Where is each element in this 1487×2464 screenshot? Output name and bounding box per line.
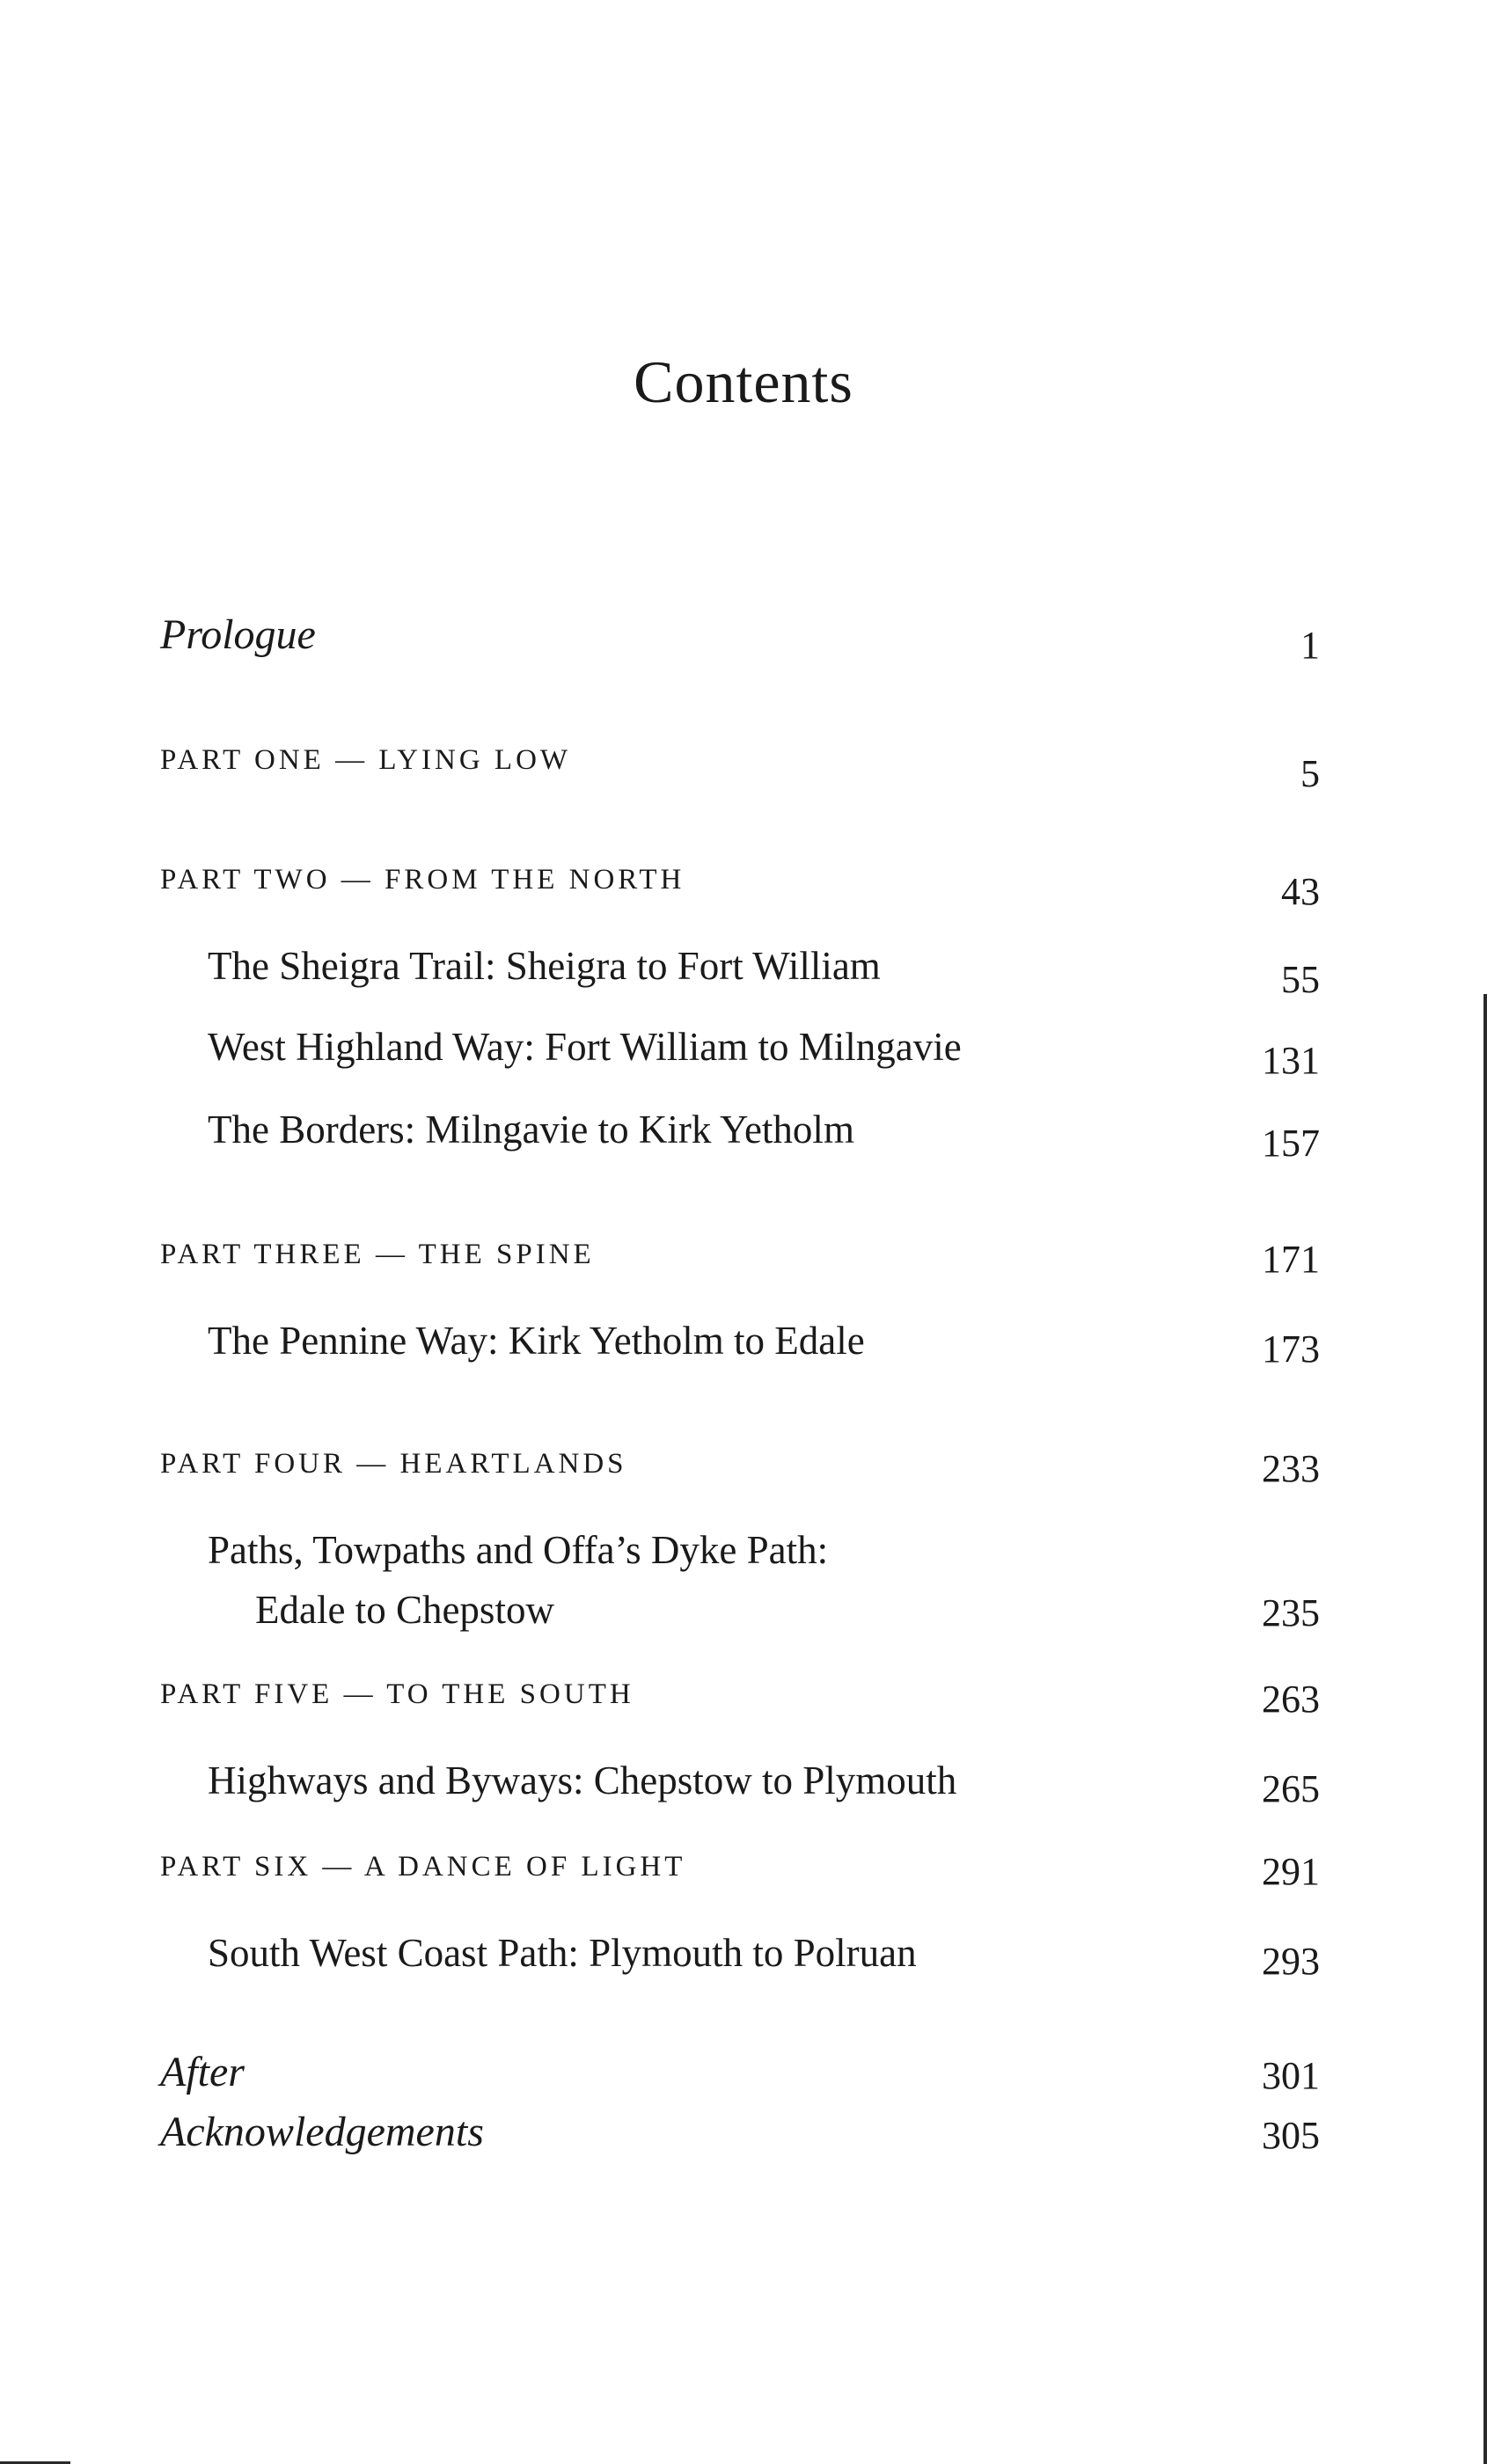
entry-label: PART TWO — FROM THE NORTH — [160, 864, 685, 896]
page-title: Contents — [634, 348, 853, 415]
entry-page-number: 131 — [1262, 1039, 1320, 1082]
entry-page-number: 171 — [1262, 1238, 1320, 1281]
entry-label-line-2: Edale to Chepstow — [255, 1588, 554, 1632]
entry-label: The Borders: Milngavie to Kirk Yetholm — [208, 1108, 854, 1152]
entry-page-number: 173 — [1262, 1327, 1320, 1371]
entry-label: The Pennine Way: Kirk Yetholm to Edale — [208, 1319, 865, 1363]
toc-entry-acknowledgements[interactable] — [0, 2111, 1487, 2164]
entry-page-number: 263 — [1262, 1678, 1320, 1721]
entry-label: PART FOUR — HEARTLANDS — [160, 1448, 627, 1480]
entry-page-number: 235 — [1262, 1591, 1320, 1634]
entry-page-number: 305 — [1262, 2114, 1320, 2157]
entry-page-number: 1 — [1300, 624, 1320, 667]
entry-page-number: 291 — [1262, 1850, 1320, 1893]
entry-page-number: 157 — [1262, 1122, 1320, 1165]
toc-entry-prologue[interactable] — [0, 611, 1487, 667]
toc-entry-part-six[interactable] — [0, 1850, 1487, 1905]
entry-page-number: 43 — [1281, 870, 1320, 913]
entry-label: The Sheigra Trail: Sheigra to Fort William — [208, 944, 881, 988]
entry-page-number: 265 — [1262, 1767, 1320, 1810]
entry-label: PART SIX — A DANCE OF LIGHT — [160, 1851, 686, 1883]
toc-entry-part-two[interactable] — [0, 866, 1487, 918]
entry-label: PART FIVE — TO THE SOUTH — [160, 1678, 634, 1710]
entry-label: South West Coast Path: Plymouth to Polruan — [208, 1931, 917, 1975]
toc-entry-highways-byways[interactable] — [0, 1758, 1487, 1814]
toc-entry-pennine-way[interactable] — [0, 1321, 1487, 1374]
toc-entry-south-west-coast-path[interactable] — [0, 1931, 1487, 1986]
toc-entry-part-five[interactable] — [0, 1680, 1487, 1733]
entry-page-number: 301 — [1262, 2054, 1320, 2097]
toc-entry-west-highland-way[interactable] — [0, 1027, 1487, 1080]
entry-label: West Highland Way: Fort William to Milngavie — [208, 1025, 962, 1069]
entry-label: Highways and Byways: Chepstow to Plymouth — [208, 1758, 957, 1802]
entry-label-line-1: Paths, Towpaths and Offa’s Dyke Path: — [208, 1528, 829, 1572]
entry-page-number: 55 — [1281, 958, 1320, 1001]
entry-label: Acknowledgements — [160, 2109, 484, 2155]
entry-label: PART ONE — LYING LOW — [160, 744, 572, 776]
scan-edge-line-right — [1483, 994, 1487, 2464]
entry-page-number: 233 — [1262, 1447, 1320, 1490]
entry-label: After — [160, 2049, 245, 2095]
toc-entry-part-four[interactable] — [0, 1447, 1487, 1503]
toc-entry-part-three[interactable] — [0, 1240, 1487, 1293]
entry-label: Prologue — [160, 611, 316, 658]
entry-label: PART THREE — THE SPINE — [160, 1239, 595, 1270]
toc-entry-paths-towpaths[interactable] — [0, 1528, 1487, 1634]
toc-entry-the-borders[interactable] — [0, 1110, 1487, 1163]
toc-entry-sheigra-trail[interactable] — [0, 944, 1487, 1001]
entry-page-number: 293 — [1262, 1940, 1320, 1983]
toc-entry-after[interactable] — [0, 2051, 1487, 2104]
toc-entry-part-one[interactable] — [0, 746, 1487, 799]
entry-page-number: 5 — [1300, 752, 1320, 795]
